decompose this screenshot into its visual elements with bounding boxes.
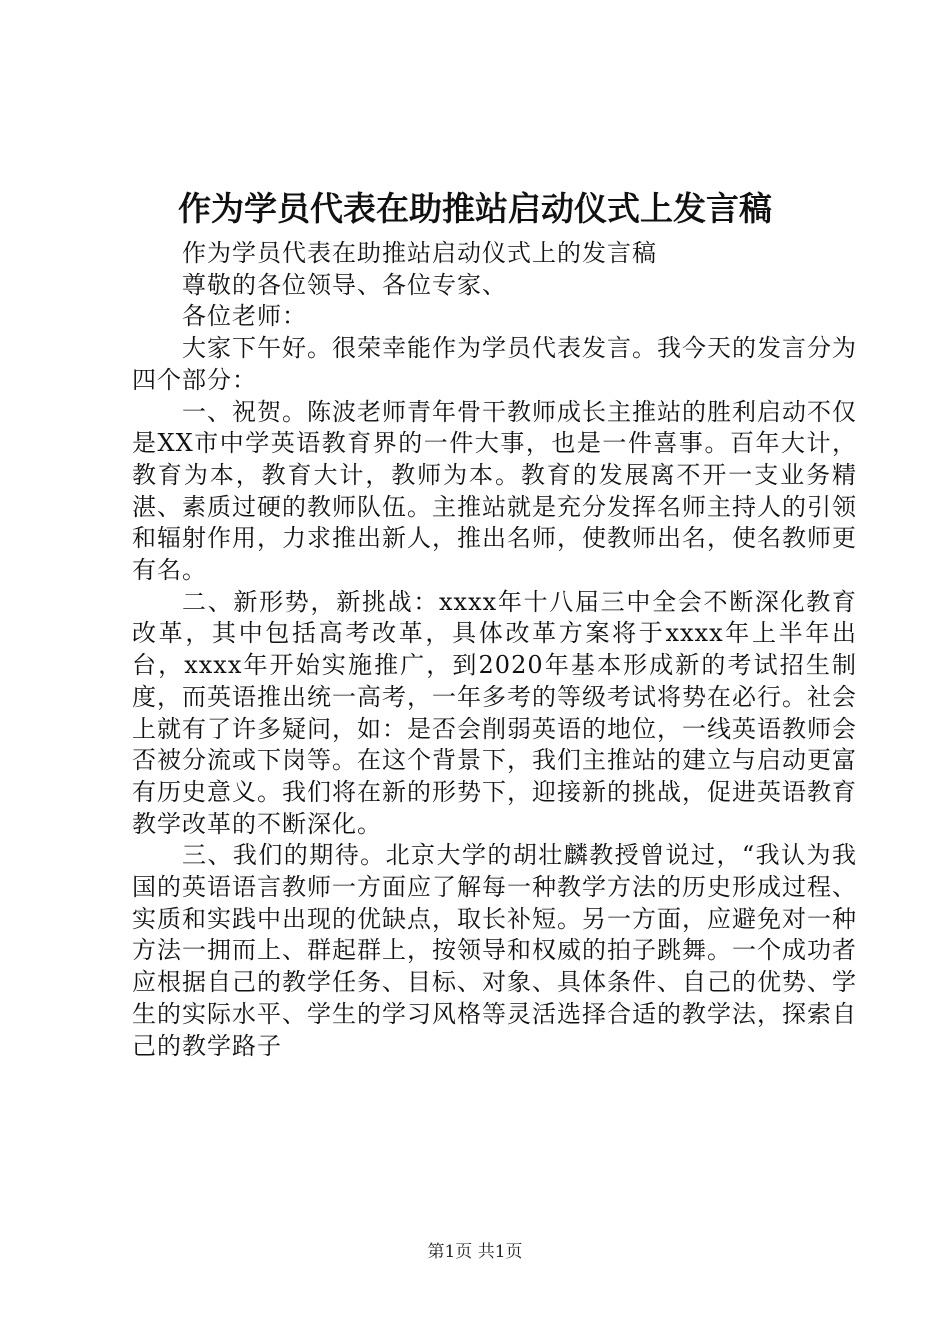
subtitle-line: 作为学员代表在助推站启动仪式上的发言稿 bbox=[182, 239, 657, 267]
body-paragraph: 大家下午好。很荣幸能作为学员代表发言。我今天的发言分为四个部分： bbox=[132, 334, 857, 394]
body-paragraph: 三、我们的期待。北京大学的胡壮麟教授曾说过，“我认为我国的英语语言教师一方面应了解每一种教学方法的历史形成过程、实质和实践中出现的优缺点，取长补短。另一方面，应避免对一种方法一拥而上、群起群上，按领导和权威的拍子跳舞。一个成功者应根据自己的教学任务、目标、对象、具体条件、自己的优势、学生的实际水平、学生的学习风格等灵活选择合适的教学法，探索自己的教学路子 bbox=[132, 841, 857, 1060]
body-paragraph: 一、祝贺。陈波老师青年骨干教师成长主推站的胜利启动不仅是XX市中学英语教育界的一件大事，也是一件喜事。百年大计，教育为本，教育大计，教师为本。教育的发展离不开一支业务精湛、素质过硬的教师队伍。主推站就是充分发挥名师主持人的引领和辐射作用，力求推出新人，推出名师，使教师出名，使名教师更有名。 bbox=[132, 397, 857, 585]
page-number-footer: 第1页 共1页 bbox=[427, 1242, 523, 1262]
salutation-line: 尊敬的各位领导、各位专家、 bbox=[182, 270, 507, 299]
document-title: 作为学员代表在助推站启动仪式上发言稿 bbox=[178, 189, 772, 228]
salutation-line: 各位老师： bbox=[182, 302, 307, 331]
document-body bbox=[132, 238, 857, 1062]
body-paragraph: 二、新形势，新挑战：xxxx年十八届三中全会不断深化教育改革，其中包括高考改革，具体改革方案将于xxxx年上半年出台，xxxx年开始实施推广，到2020年基本形成新的考试招生制度，而英语推出统一高考，一年多考的等级考试将势在必行。社会上就有了许多疑问，如：是否会削弱英语的地位，一线英语教师会否被分流或下岗等。在这个背景下，我们主推站的建立与启动更富有历史意义。我们将在新的形势下，迎接新的挑战，促进英语教育教学改革的不断深化。 bbox=[132, 587, 857, 838]
